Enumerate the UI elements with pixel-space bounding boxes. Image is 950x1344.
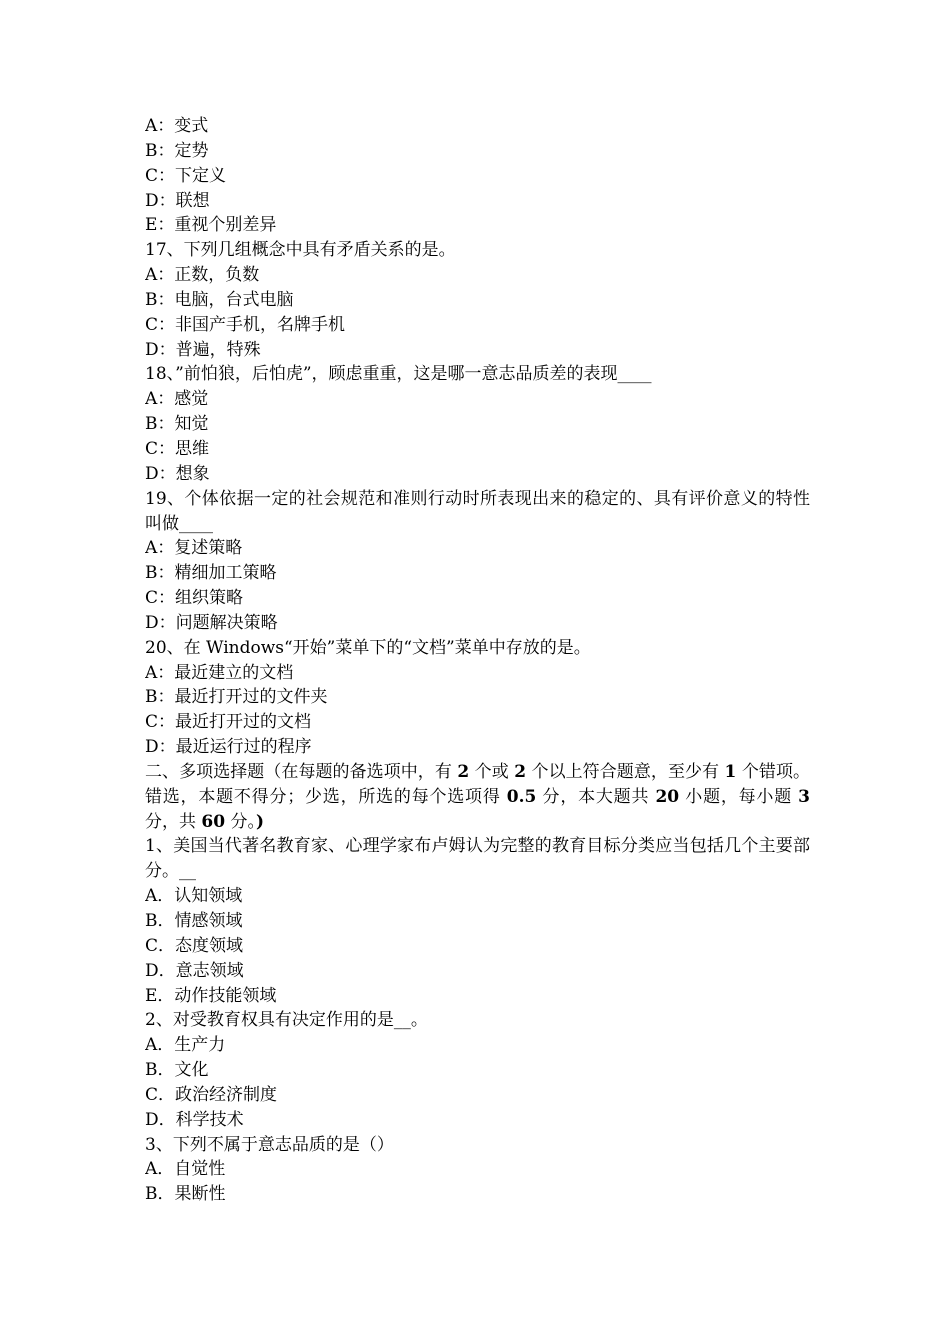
text-line: E．动作技能领域 bbox=[145, 985, 277, 1006]
text-line: B：最近打开过的文件夹 bbox=[145, 687, 328, 708]
multi-question-3: 3、下列不属于意志品质的是（） bbox=[145, 1134, 394, 1155]
section-2-heading: 二、多项选择题（在每题的备选项中，有 2 个或 2 个以上符合题意，至少有 1 个错项。错选，本题不得分；少选，所选的每个选项得 0.5 分，本大题共 20 小题，每小题 3 分，共 60 分。) bbox=[145, 761, 811, 832]
text-line: C．态度领域 bbox=[145, 935, 244, 956]
question-18: 18、”前怕狼，后怕虎”，顾虑重重，这是哪一意志品质差的表现____ bbox=[145, 364, 652, 385]
text-block-2 bbox=[145, 536, 810, 760]
text-line: B．文化 bbox=[145, 1060, 209, 1081]
text-line: C：思维 bbox=[145, 438, 210, 459]
text-block-3 bbox=[145, 884, 810, 1207]
text-line: A：正数，负数 bbox=[145, 265, 260, 286]
text-line: C：最近打开过的文档 bbox=[145, 712, 312, 733]
question-17: 17、下列几组概念中具有矛盾关系的是。 bbox=[145, 240, 456, 261]
text-line: E：重视个别差异 bbox=[145, 215, 277, 236]
text-line: A．生产力 bbox=[145, 1035, 226, 1056]
text-line: D：想象 bbox=[145, 463, 210, 484]
text-line: D：问题解决策略 bbox=[145, 612, 278, 633]
text-line: B：精细加工策略 bbox=[145, 563, 277, 584]
multi-question-1: 1、美国当代著名教育家、心理学家布卢姆认为完整的教育目标分类应当包括几个主要部分。__ bbox=[145, 836, 810, 882]
text-line: A：复述策略 bbox=[145, 538, 243, 559]
text-line: C：组织策略 bbox=[145, 588, 244, 609]
text-line: A．自觉性 bbox=[145, 1159, 226, 1180]
text-line: D：普遍，特殊 bbox=[145, 339, 261, 360]
question-19: 19、个体依据一定的社会规范和准则行动时所表现出来的稳定的、具有评价意义的特性叫做____ bbox=[145, 488, 810, 534]
text-line: C：非国产手机，名牌手机 bbox=[145, 314, 346, 335]
multi-question-2: 2、对受教育权具有决定作用的是__。 bbox=[145, 1010, 428, 1031]
text-line: D：联想 bbox=[145, 190, 210, 211]
text-line: D．意志领域 bbox=[145, 960, 244, 981]
text-block-1 bbox=[145, 114, 810, 487]
text-line: C．政治经济制度 bbox=[145, 1084, 278, 1105]
text-line: B．果断性 bbox=[145, 1184, 226, 1205]
text-line: B．情感领域 bbox=[145, 911, 243, 931]
text-line: A：感觉 bbox=[145, 389, 209, 410]
document-page bbox=[145, 114, 810, 1207]
text-line: B：电脑，台式电脑 bbox=[145, 289, 294, 310]
text-line: B：知觉 bbox=[145, 414, 209, 435]
text-line: A．认知领域 bbox=[145, 886, 243, 907]
text-line: A：最近建立的文档 bbox=[145, 662, 294, 683]
text-line: B：定势 bbox=[145, 140, 209, 161]
text-line: A：变式 bbox=[145, 116, 209, 136]
question-20: 20、在 Windows“开始”菜单下的“文档”菜单中存放的是。 bbox=[145, 637, 591, 658]
text-line: D：最近运行过的程序 bbox=[145, 737, 312, 758]
text-line: C：下定义 bbox=[145, 165, 227, 186]
text-line: D．科学技术 bbox=[145, 1109, 244, 1130]
